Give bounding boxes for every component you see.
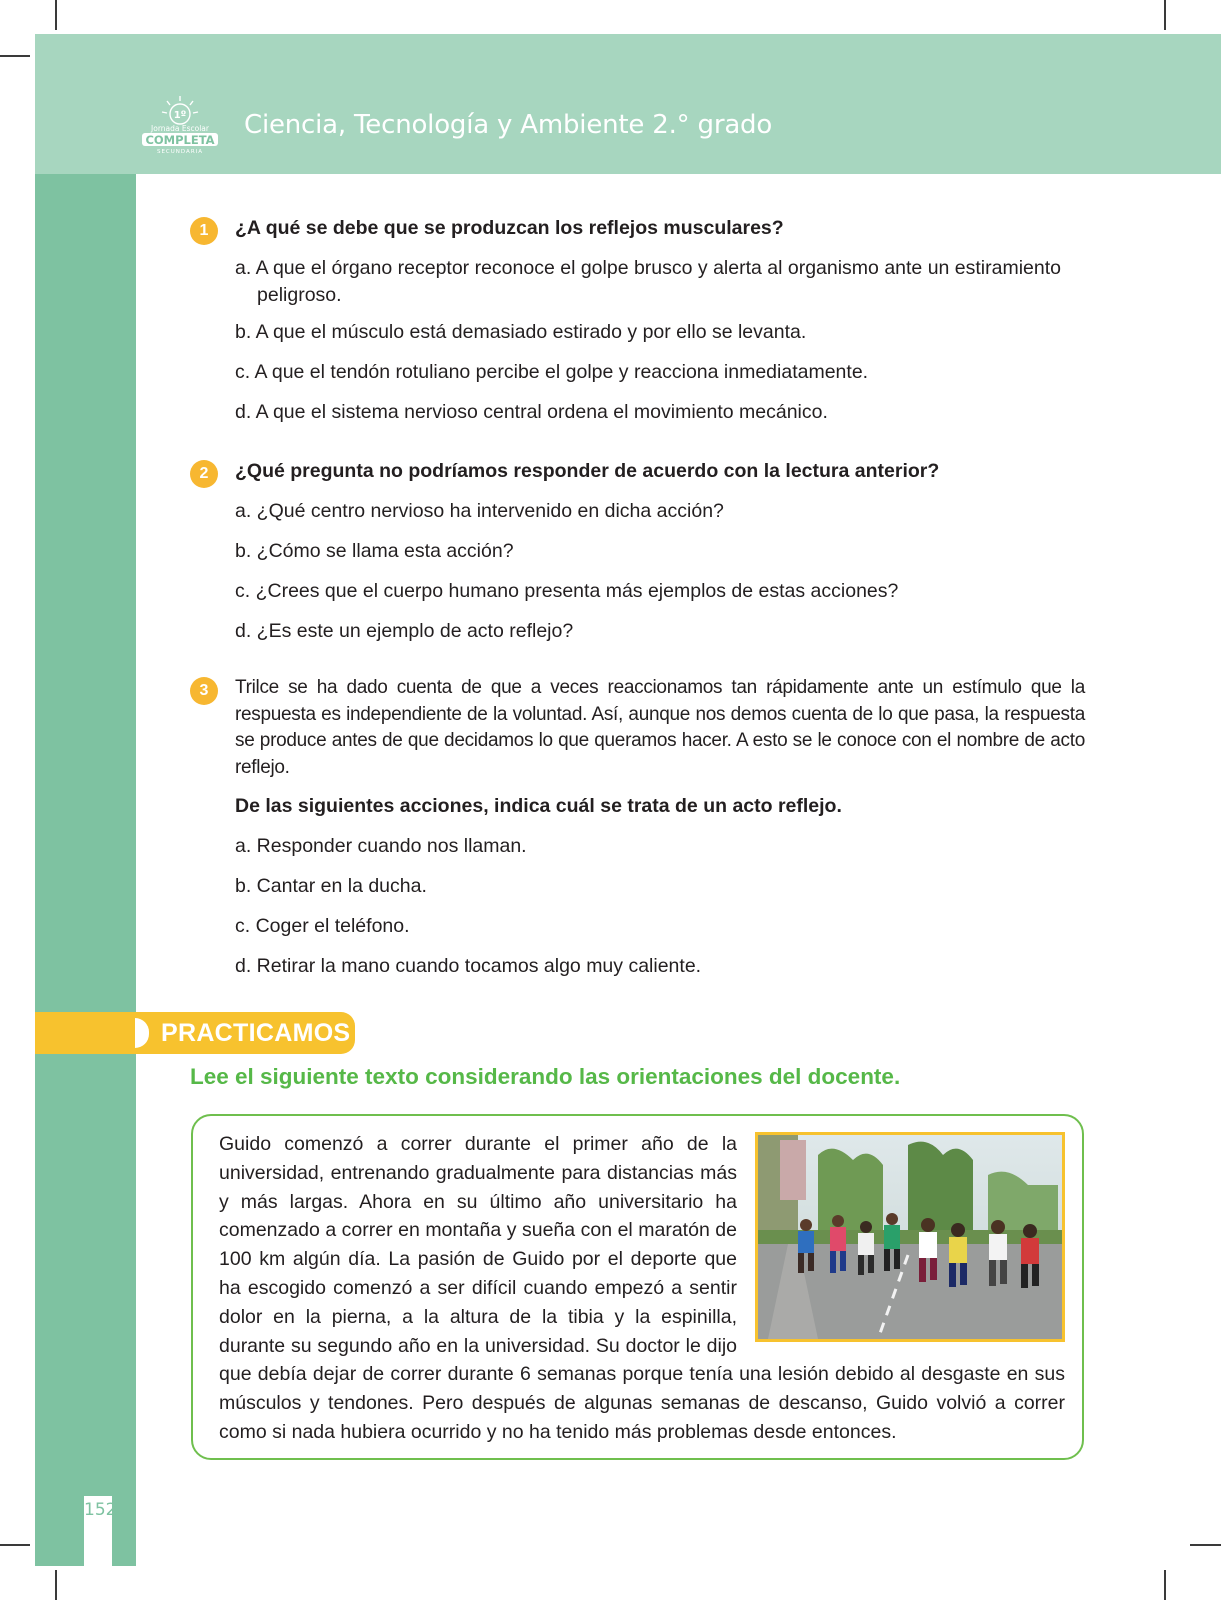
question-number-badge: 3 xyxy=(190,677,218,705)
logo xyxy=(140,94,220,156)
question-number-badge: 2 xyxy=(190,460,218,488)
crop-mark xyxy=(0,55,30,57)
question-option: a. A que el órgano receptor reconoce el golpe brusco y alerta al organismo ante un estiramiento peligroso. xyxy=(235,257,1062,306)
practice-banner xyxy=(35,1012,355,1054)
svg-text:COMPLETA: COMPLETA xyxy=(145,133,215,147)
banner-notch xyxy=(135,1018,149,1048)
question-option: b. Cantar en la ducha. xyxy=(235,875,427,897)
page-header-title: Ciencia, Tecnología y Ambiente 2.° grado xyxy=(244,110,773,140)
practice-label: PRACTICAMOS xyxy=(161,1019,351,1047)
question-option: b. A que el músculo está demasiado estirado y por ello se levanta. xyxy=(235,321,807,343)
page-number: 152 xyxy=(84,1500,117,1520)
crop-mark xyxy=(1190,1544,1221,1546)
svg-text:SECUNDARIA: SECUNDARIA xyxy=(156,149,204,155)
question-option: c. A que el tendón rotuliano percibe el golpe y reacciona inmediatamente. xyxy=(235,361,869,383)
reading-text-container xyxy=(219,1130,1065,1447)
question-option: a. Responder cuando nos llaman. xyxy=(235,835,527,857)
question-option: c. ¿Crees que el cuerpo humano presenta más ejemplos de estas acciones? xyxy=(235,580,899,602)
crop-mark xyxy=(1164,1570,1166,1600)
question-option: d. Retirar la mano cuando tocamos algo muy caliente. xyxy=(235,955,702,977)
question-option: d. A que el sistema nervioso central ordena el movimiento mecánico. xyxy=(235,401,828,423)
question-option: c. Coger el teléfono. xyxy=(235,915,410,937)
side-band xyxy=(35,174,136,1566)
question-number-badge: 1 xyxy=(190,217,218,245)
question-option: a. ¿Qué centro nervioso ha intervenido en dicha acción? xyxy=(235,500,724,522)
question-title: ¿A qué se debe que se produzcan los reflejos musculares? xyxy=(235,217,784,239)
crop-mark xyxy=(55,0,57,30)
crop-mark xyxy=(1164,0,1166,30)
crop-mark xyxy=(55,1570,57,1600)
practice-instruction: Lee el siguiente texto considerando las orientaciones del docente. xyxy=(190,1064,901,1089)
svg-text:Jornada Escolar: Jornada Escolar xyxy=(151,124,209,133)
runners-photo xyxy=(755,1132,1065,1342)
svg-text:1º: 1º xyxy=(173,110,187,121)
crop-mark xyxy=(0,1544,30,1546)
question-title: De las siguientes acciones, indica cuál se trata de un acto reflejo. xyxy=(235,795,842,817)
question-title: ¿Qué pregunta no podríamos responder de acuerdo con la lectura anterior? xyxy=(235,460,940,482)
reading-text: Guido comenzó a correr durante el primer año de la universidad, entrenando gradualmente para distancias más y más largas. Ahora en su último año universitario ha comenzado a correr en montaña y sueña con el maratón de 100 km algún día. La pasión de Guido por el deporte que ha escogido comenzó a ser difícil cuando empezó a sentir dolor en la pierna, a la altura de la tibia y la espinilla, durante su segundo año en la universidad. Su doctor le dijo que debía dejar de correr durante 6 semanas porque tenía una lesión debido al desgaste en sus músculos y tendones. Pero después de algunas semanas de descanso, Guido volvió a correr como si nada hubiera ocurrido y no ha tenido más problemas desde entonces. xyxy=(219,1133,1065,1443)
reading-box xyxy=(191,1114,1084,1460)
question-option: b. ¿Cómo se llama esta acción? xyxy=(235,540,514,562)
question-option: d. ¿Es este un ejemplo de acto reflejo? xyxy=(235,620,574,642)
question-intro: Trilce se ha dado cuenta de que a veces reaccionamos tan rápidamente ante un estímulo que la respuesta es independiente de la voluntad. Así, aunque nos demos cuenta de lo que pasa, la respuesta se produce antes de que decidamos lo que queramos hacer. A esto se le conoce con el nombre de acto reflejo. xyxy=(235,677,1085,778)
